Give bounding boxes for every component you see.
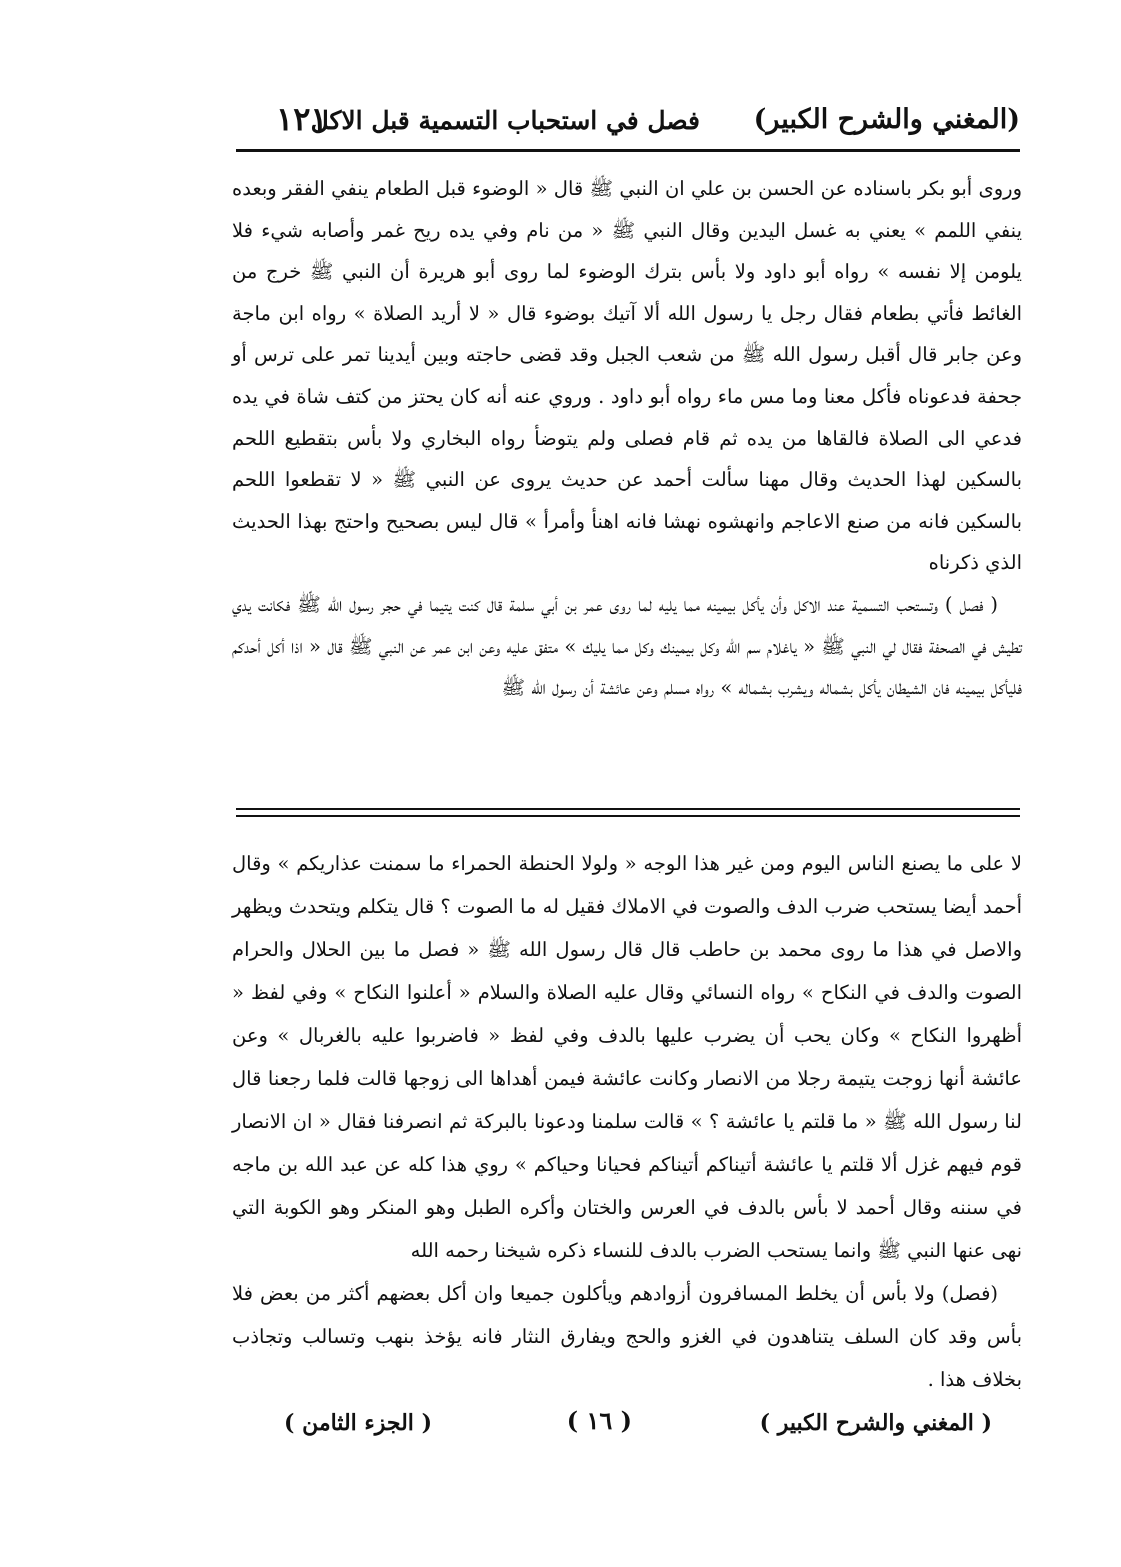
lower-text [232, 842, 1022, 1401]
running-header [236, 98, 1020, 148]
header-section-title: فصل في استحباب التسمية قبل الاكل [310, 106, 700, 135]
header-book-title: (المغني والشرح الكبير) [753, 104, 1020, 135]
lower-paragraph-1: لا على ما يصنع الناس اليوم ومن غير هذا الوجه « ولولا الحنطة الحمراء ما سمنت عذاريكم » وقال أحمد أيضا يستحب ضرب الدف والصوت في الاملاك فقيل له ما الصوت ؟ قال يتكلم ويتحدث ويظهر والاصل في هذا ما روى محمد بن حاطب قال قال رسول الله ﷺ « فصل ما بين الحلال والحرام الصوت والدف في النكاح » رواه النسائي وقال عليه الصلاة والسلام « أعلنوا النكاح » وفي لفظ « أظهروا النكاح » وكان يحب أن يضرب عليها بالدف وفي لفظ « فاضربوا عليه بالغربال » وعن عائشة أنها زوجت يتيمة رجلا من الانصار وكانت عائشة فيمن أهداها الى زوجها قالت فلما رجعنا قال لنا رسول الله ﷺ « ما قلتم يا عائشة ؟ » قالت سلمنا ودعونا بالبركة ثم انصرفنا فقال « ان الانصار قوم فيهم غزل ألا قلتم يا عائشة أتيناكم أتيناكم فحيانا وحياكم » روي هذا كله عن عبد الله بن ماجه في سننه وقال أحمد لا بأس بالدف في العرس والختان وأكره الطبل وهو المنكر وهو الكوبة التي نهى عنها النبي ﷺ وانما يستحب الضرب بالدف للنساء ذكره شيخنا رحمه الله [232, 852, 1022, 1262]
section-divider-rule [236, 808, 1020, 810]
footer-volume: ( الجزء الثامن ) [284, 1410, 432, 1436]
header-rule [236, 149, 1020, 152]
footer-book-title: ( المغني والشرح الكبير ) [759, 1410, 992, 1436]
page-number: ١٢١ [276, 100, 328, 138]
main-text [232, 168, 1022, 709]
running-footer [236, 1406, 1020, 1446]
section-divider-rule-second [236, 815, 1020, 817]
main-paragraph-1: وروى أبو بكر باسناده عن الحسن بن علي ان النبي ﷺ قال « الوضوء قبل الطعام ينفي الفقر وبعده ينفي اللمم » يعني به غسل اليدين وقال النبي ﷺ « من نام وفي يده ريح غمر وأصابه شيء فلا يلومن إلا نفسه » رواه أبو داود ولا بأس بترك الوضوء لما روى أبو هريرة أن النبي ﷺ خرج من الغائط فأتي بطعام فقال رجل يا رسول الله ألا آتيك بوضوء قال « لا أريد الصلاة » رواه ابن ماجة وعن جابر قال أقبل رسول الله ﷺ من شعب الجبل وقد قضى حاجته وبين أيدينا تمر على ترس أو جحفة فدعوناه فأكل معنا وما مس ماء رواه أبو داود . وروي عنه أنه كان يحتز من كتف شاة في يده فدعي الى الصلاة فالقاها من يده ثم قام فصلى ولم يتوضأ رواه البخاري ولا بأس بتقطيع اللحم بالسكين لهذا الحديث وقال مهنا سألت أحمد عن حديث يروى عن النبي ﷺ « لا تقطعوا اللحم بالسكين فانه من صنع الاعاجم وانهشوه نهشا فانه اهنأ وأمرأ » قال ليس بصحيح واحتج بهذا الحديث الذي ذكرناه [232, 177, 1022, 575]
main-paragraph-2: ( فصل ) وتستحب التسمية عند الاكل وأن يأكل بيمينه مما يليه لما روى عمر بن أبي سلمة قال كنت يتيما في حجر رسول الله ﷺ فكانت يدي تطيش في الصحفة فقال لي النبي ﷺ « ياغلام سم الله وكل بيمينك وكل مما يليك » متفق عليه وعن ابن عمر عن النبي ﷺ قال « اذا أكل أحدكم فليأكل بيمينه فان الشيطان يأكل بشماله ويشرب بشماله » رواه مسلم وعن عائشة أن رسول الله ﷺ [232, 592, 1022, 700]
footer-number: ( ١٦ ) [566, 1406, 632, 1435]
lower-paragraph-2: (فصل) ولا بأس أن يخلط المسافرون أزوادهم ويأكلون جميعا وان أكل بعضهم أكثر من بعض فلا بأس وقد كان السلف يتناهدون في الغزو والحج ويفارق النثار فانه يؤخذ بنهب وتسالب وتجاذب بخلاف هذا . [232, 1282, 1022, 1391]
